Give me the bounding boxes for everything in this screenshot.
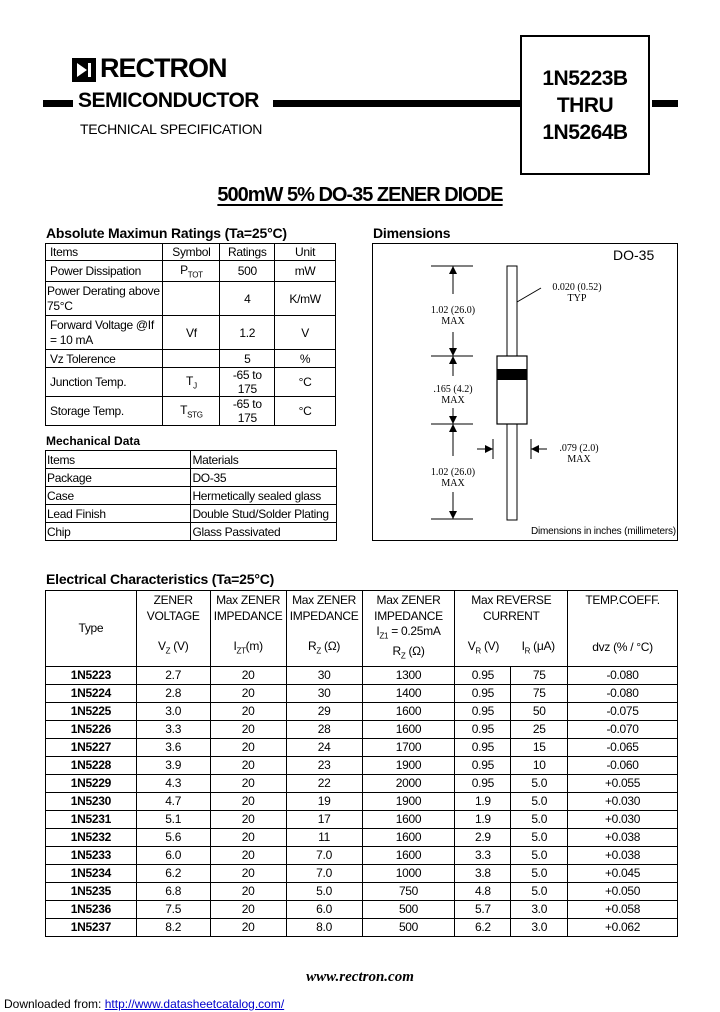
value-cell: 0.95 — [455, 684, 511, 702]
value-cell: 24 — [286, 738, 362, 756]
value-cell: 2.8 — [136, 684, 210, 702]
top-lead-length-label — [423, 305, 483, 327]
unit-cell: K/mW — [275, 282, 336, 316]
header-line: IMPEDANCE — [289, 608, 359, 623]
type-cell: 1N5229 — [46, 774, 137, 792]
max-label: MAX — [441, 316, 465, 327]
table-row — [46, 810, 678, 828]
value-cell: 0.95 — [455, 738, 511, 756]
value-cell: 0.95 — [455, 756, 511, 774]
value-cell: 11 — [286, 828, 362, 846]
top-lead-length-value: 1.02 (26.0) — [430, 305, 476, 316]
value-cell: 1600 — [362, 720, 455, 738]
type-cell: 1N5234 — [46, 864, 137, 882]
table-row — [46, 397, 336, 426]
table-row — [46, 368, 336, 397]
value-cell: 5.0 — [511, 846, 568, 864]
izt-header — [210, 591, 286, 667]
table-row — [46, 774, 678, 792]
header-line: CURRENT — [482, 608, 540, 623]
value-cell: +0.030 — [568, 792, 678, 810]
unit-cell: °C — [275, 397, 336, 426]
table-row — [46, 451, 337, 469]
table-row — [46, 316, 336, 350]
value-cell: +0.050 — [568, 882, 678, 900]
part-number-line: 1N5264B — [542, 120, 628, 144]
type-cell: 1N5236 — [46, 900, 137, 918]
value-cell: 4.7 — [136, 792, 210, 810]
value-cell: 6.8 — [136, 882, 210, 900]
package-label: DO-35 — [613, 247, 655, 263]
table-row — [46, 882, 678, 900]
value-cell: +0.062 — [568, 918, 678, 936]
header-line: Max ZENER — [292, 593, 357, 607]
item-cell: Power Dissipation — [46, 261, 163, 282]
type-cell: 1N5231 — [46, 810, 137, 828]
mech-value-cell: DO-35 — [191, 469, 337, 487]
unit-cell: °C — [275, 368, 336, 397]
value-cell: 5.0 — [511, 882, 568, 900]
value-cell: 5.7 — [455, 900, 511, 918]
type-cell: 1N5225 — [46, 702, 137, 720]
table-row — [46, 900, 678, 918]
header-line: $R_Z$ (Ω) — [392, 643, 425, 661]
value-cell: 20 — [210, 900, 286, 918]
header-line: IMPEDANCE — [374, 608, 443, 623]
abs-ratings-title: Absolute Maximun Ratings (Ta=25°C) — [46, 225, 287, 241]
diode-outline-drawing — [373, 244, 677, 540]
value-cell: 750 — [362, 882, 455, 900]
value-cell: 8.2 — [136, 918, 210, 936]
value-cell: 2.7 — [136, 666, 210, 684]
table-row — [46, 523, 337, 541]
table-row — [46, 684, 678, 702]
table-row — [46, 282, 336, 316]
value-cell: 2000 — [362, 774, 455, 792]
value-cell: +0.045 — [568, 864, 678, 882]
symbol-cell — [163, 350, 220, 368]
value-cell: 20 — [210, 738, 286, 756]
value-cell: 5.0 — [511, 792, 568, 810]
type-cell: 1N5230 — [46, 792, 137, 810]
table-row — [46, 469, 337, 487]
reverse-current-header — [455, 591, 568, 667]
value-cell: 20 — [210, 684, 286, 702]
value-cell: 20 — [210, 864, 286, 882]
value-cell: 22 — [286, 774, 362, 792]
value-cell: 20 — [210, 774, 286, 792]
value-cell: -0.080 — [568, 666, 678, 684]
value-cell: 75 — [511, 666, 568, 684]
temp-coeff-header — [568, 591, 678, 667]
header-rule-middle — [273, 100, 521, 107]
value-cell: 2.9 — [455, 828, 511, 846]
header-cell: Symbol — [163, 244, 220, 261]
item-cell: Power Derating above 75°C — [46, 282, 163, 316]
header-rule-left — [43, 100, 73, 107]
rating-cell: 1.2 — [220, 316, 275, 350]
abs-ratings-table — [45, 243, 336, 426]
value-cell: 20 — [210, 756, 286, 774]
value-cell: 3.0 — [136, 702, 210, 720]
mech-label-cell: Lead Finish — [46, 505, 191, 523]
rating-cell: 4 — [220, 282, 275, 316]
value-cell: +0.038 — [568, 846, 678, 864]
value-cell: 3.0 — [511, 918, 568, 936]
type-cell: 1N5224 — [46, 684, 137, 702]
header-line: Max ZENER — [376, 593, 441, 607]
mech-value-cell: Hermetically sealed glass — [191, 487, 337, 505]
value-cell: 500 — [362, 900, 455, 918]
value-cell: 3.3 — [136, 720, 210, 738]
header-line: TEMP.COEFF. — [585, 593, 660, 607]
part-number-line: 1N5223B — [542, 66, 628, 90]
value-cell: 10 — [511, 756, 568, 774]
table-row — [46, 738, 678, 756]
value-cell: 0.95 — [455, 774, 511, 792]
brand-name: RECTRON — [100, 53, 227, 83]
electrical-table — [45, 590, 678, 937]
mech-label-cell: Package — [46, 469, 191, 487]
header-cell: Ratings — [220, 244, 275, 261]
header-line: ZENER — [153, 593, 193, 607]
table-row — [46, 828, 678, 846]
item-cell: Vz Tolerence — [46, 350, 163, 368]
value-cell: -0.080 — [568, 684, 678, 702]
page-title: 500mW 5% DO-35 ZENER DIODE — [217, 184, 503, 206]
value-cell: 5.0 — [511, 810, 568, 828]
bottom-lead-length-label — [423, 467, 483, 489]
header-line: $V_R$ (V) $I_R$ (μA) — [467, 639, 555, 656]
value-cell: 20 — [210, 918, 286, 936]
value-cell: 0.95 — [455, 702, 511, 720]
value-cell: 3.0 — [511, 900, 568, 918]
value-cell: 7.0 — [286, 864, 362, 882]
type-cell: 1N5235 — [46, 882, 137, 900]
type-cell: 1N5226 — [46, 720, 137, 738]
part-number-line: THRU — [556, 93, 614, 117]
unit-cell: V — [275, 316, 336, 350]
type-cell: 1N5232 — [46, 828, 137, 846]
value-cell: 15 — [511, 738, 568, 756]
value-cell: 3.3 — [455, 846, 511, 864]
symbol-cell: $T_J$ — [163, 368, 220, 397]
value-cell: 20 — [210, 792, 286, 810]
mech-value-cell: Materials — [191, 451, 337, 469]
header-rule-right — [652, 100, 678, 107]
table-header-row — [46, 591, 678, 667]
value-cell: 50 — [511, 702, 568, 720]
value-cell: 30 — [286, 666, 362, 684]
body-length-label — [423, 384, 483, 406]
table-row — [46, 350, 336, 368]
table-row — [46, 487, 337, 505]
value-cell: 5.6 — [136, 828, 210, 846]
item-cell: Junction Temp. — [46, 368, 163, 397]
lead-diameter-label — [543, 282, 611, 304]
rectron-logo-icon — [72, 58, 96, 82]
value-cell: 7.0 — [286, 846, 362, 864]
value-cell: 5.0 — [511, 774, 568, 792]
zener-voltage-header — [136, 591, 210, 667]
header-line: $V_Z$ (V) — [157, 639, 189, 656]
value-cell: 1700 — [362, 738, 455, 756]
value-cell: 1400 — [362, 684, 455, 702]
header-line: dvz (% / °C) — [592, 639, 653, 654]
type-cell: 1N5237 — [46, 918, 137, 936]
symbol-cell: $T_{STG}$ — [163, 397, 220, 426]
body-diameter-value: .079 (2.0) — [559, 443, 599, 454]
table-row — [46, 846, 678, 864]
mechanical-data-title: Mechanical Data — [46, 434, 141, 448]
table-row — [46, 666, 678, 684]
value-cell: 20 — [210, 702, 286, 720]
value-cell: 8.0 — [286, 918, 362, 936]
table-row — [46, 864, 678, 882]
electrical-table-body — [46, 666, 678, 936]
lead-diameter-value: 0.020 (0.52) — [552, 282, 602, 293]
max-label: MAX — [567, 454, 591, 465]
value-cell: 20 — [210, 882, 286, 900]
header-line: Max REVERSE — [471, 593, 552, 607]
value-cell: 1000 — [362, 864, 455, 882]
unit-cell: mW — [275, 261, 336, 282]
mech-value-cell: Double Stud/Solder Plating — [191, 505, 337, 523]
value-cell: 3.6 — [136, 738, 210, 756]
value-cell: -0.065 — [568, 738, 678, 756]
value-cell: 5.0 — [511, 828, 568, 846]
dimensions-drawing-box — [372, 243, 678, 541]
header-line: VOLTAGE — [146, 608, 200, 623]
rz-header — [286, 591, 362, 667]
dimensions-note: Dimensions in inches (millimeters) — [531, 526, 676, 537]
rz-low-current-header — [362, 591, 455, 667]
value-cell: 5.0 — [511, 864, 568, 882]
symbol-cell — [163, 282, 220, 316]
value-cell: +0.058 — [568, 900, 678, 918]
brand-semiconductor: SEMICONDUCTOR — [78, 89, 259, 112]
value-cell: 4.3 — [136, 774, 210, 792]
rating-cell: 5 — [220, 350, 275, 368]
mech-value-cell: Glass Passivated — [191, 523, 337, 541]
table-row — [46, 792, 678, 810]
type-header: Type — [46, 591, 137, 667]
value-cell: -0.060 — [568, 756, 678, 774]
value-cell: 1900 — [362, 756, 455, 774]
value-cell: 500 — [362, 918, 455, 936]
value-cell: 6.0 — [136, 846, 210, 864]
technical-specification-label: TECHNICAL SPECIFICATION — [80, 121, 263, 137]
table-row — [46, 261, 336, 282]
header-line: $I_{ZT}(m)$ — [233, 639, 263, 656]
value-cell: 20 — [210, 720, 286, 738]
value-cell: 17 — [286, 810, 362, 828]
part-number-box — [520, 35, 650, 175]
type-cell: 1N5223 — [46, 666, 137, 684]
value-cell: 3.8 — [455, 864, 511, 882]
value-cell: 6.2 — [455, 918, 511, 936]
value-cell: 1600 — [362, 810, 455, 828]
item-cell: Storage Temp. — [46, 397, 163, 426]
type-cell: 1N5228 — [46, 756, 137, 774]
value-cell: 20 — [210, 666, 286, 684]
symbol-cell: $P_{TOT}$ — [163, 261, 220, 282]
table-header-row — [46, 244, 336, 261]
download-link[interactable]: http://www.datasheetcatalog.com/ — [104, 997, 285, 1011]
value-cell: 75 — [511, 684, 568, 702]
value-cell: 20 — [210, 846, 286, 864]
dimensions-title: Dimensions — [373, 225, 451, 241]
value-cell: 5.1 — [136, 810, 210, 828]
value-cell: 6.2 — [136, 864, 210, 882]
download-source — [4, 997, 284, 1011]
electrical-title: Electrical Characteristics (Ta=25°C) — [46, 571, 275, 587]
body-length-value: .165 (4.2) — [433, 384, 473, 395]
type-cell: 1N5227 — [46, 738, 137, 756]
header-line: IMPEDANCE — [213, 608, 283, 623]
value-cell: 4.8 — [455, 882, 511, 900]
value-cell: 3.9 — [136, 756, 210, 774]
bottom-lead-length-value: 1.02 (26.0) — [430, 467, 476, 478]
value-cell: 7.5 — [136, 900, 210, 918]
max-label: MAX — [441, 395, 465, 406]
symbol-cell: Vf — [163, 316, 220, 350]
type-cell: 1N5233 — [46, 846, 137, 864]
mech-label-cell: Case — [46, 487, 191, 505]
value-cell: 1300 — [362, 666, 455, 684]
value-cell: 20 — [210, 828, 286, 846]
value-cell: -0.070 — [568, 720, 678, 738]
header-cell: Unit — [275, 244, 336, 261]
value-cell: 20 — [210, 810, 286, 828]
unit-cell: % — [275, 350, 336, 368]
value-cell: 1600 — [362, 846, 455, 864]
rating-cell: 500 — [220, 261, 275, 282]
value-cell: 1600 — [362, 828, 455, 846]
lead-diameter-note: TYP — [567, 293, 587, 304]
value-cell: 19 — [286, 792, 362, 810]
rating-cell: -65 to 175 — [220, 368, 275, 397]
mech-label-cell: Chip — [46, 523, 191, 541]
footer-website: www.rectron.com — [306, 969, 414, 985]
max-label: MAX — [441, 478, 465, 489]
table-row — [46, 505, 337, 523]
mech-label-cell: Items — [46, 451, 191, 469]
table-row — [46, 918, 678, 936]
value-cell: 5.0 — [286, 882, 362, 900]
value-cell: 25 — [511, 720, 568, 738]
table-row — [46, 702, 678, 720]
value-cell: 0.95 — [455, 720, 511, 738]
mechanical-data-table — [45, 450, 337, 541]
value-cell: 23 — [286, 756, 362, 774]
header-line: $R_Z$ (Ω) — [308, 639, 341, 656]
value-cell: +0.030 — [568, 810, 678, 828]
header-line: $I_{Z1} = 0.25mA$ — [376, 624, 441, 641]
value-cell: 1900 — [362, 792, 455, 810]
table-row — [46, 756, 678, 774]
value-cell: 6.0 — [286, 900, 362, 918]
body-diameter-label — [551, 443, 607, 465]
value-cell: 28 — [286, 720, 362, 738]
value-cell: -0.075 — [568, 702, 678, 720]
value-cell: 0.95 — [455, 666, 511, 684]
table-row — [46, 720, 678, 738]
value-cell: 1600 — [362, 702, 455, 720]
value-cell: 30 — [286, 684, 362, 702]
value-cell: 1.9 — [455, 810, 511, 828]
rating-cell: -65 to 175 — [220, 397, 275, 426]
download-label: Downloaded from: — [4, 997, 102, 1011]
header-cell: Items — [46, 244, 163, 261]
item-cell: Forward Voltage @If = 10 mA — [46, 316, 163, 350]
value-cell: +0.038 — [568, 828, 678, 846]
value-cell: 29 — [286, 702, 362, 720]
value-cell: 1.9 — [455, 792, 511, 810]
header-line: Max ZENER — [216, 593, 281, 607]
value-cell: +0.055 — [568, 774, 678, 792]
